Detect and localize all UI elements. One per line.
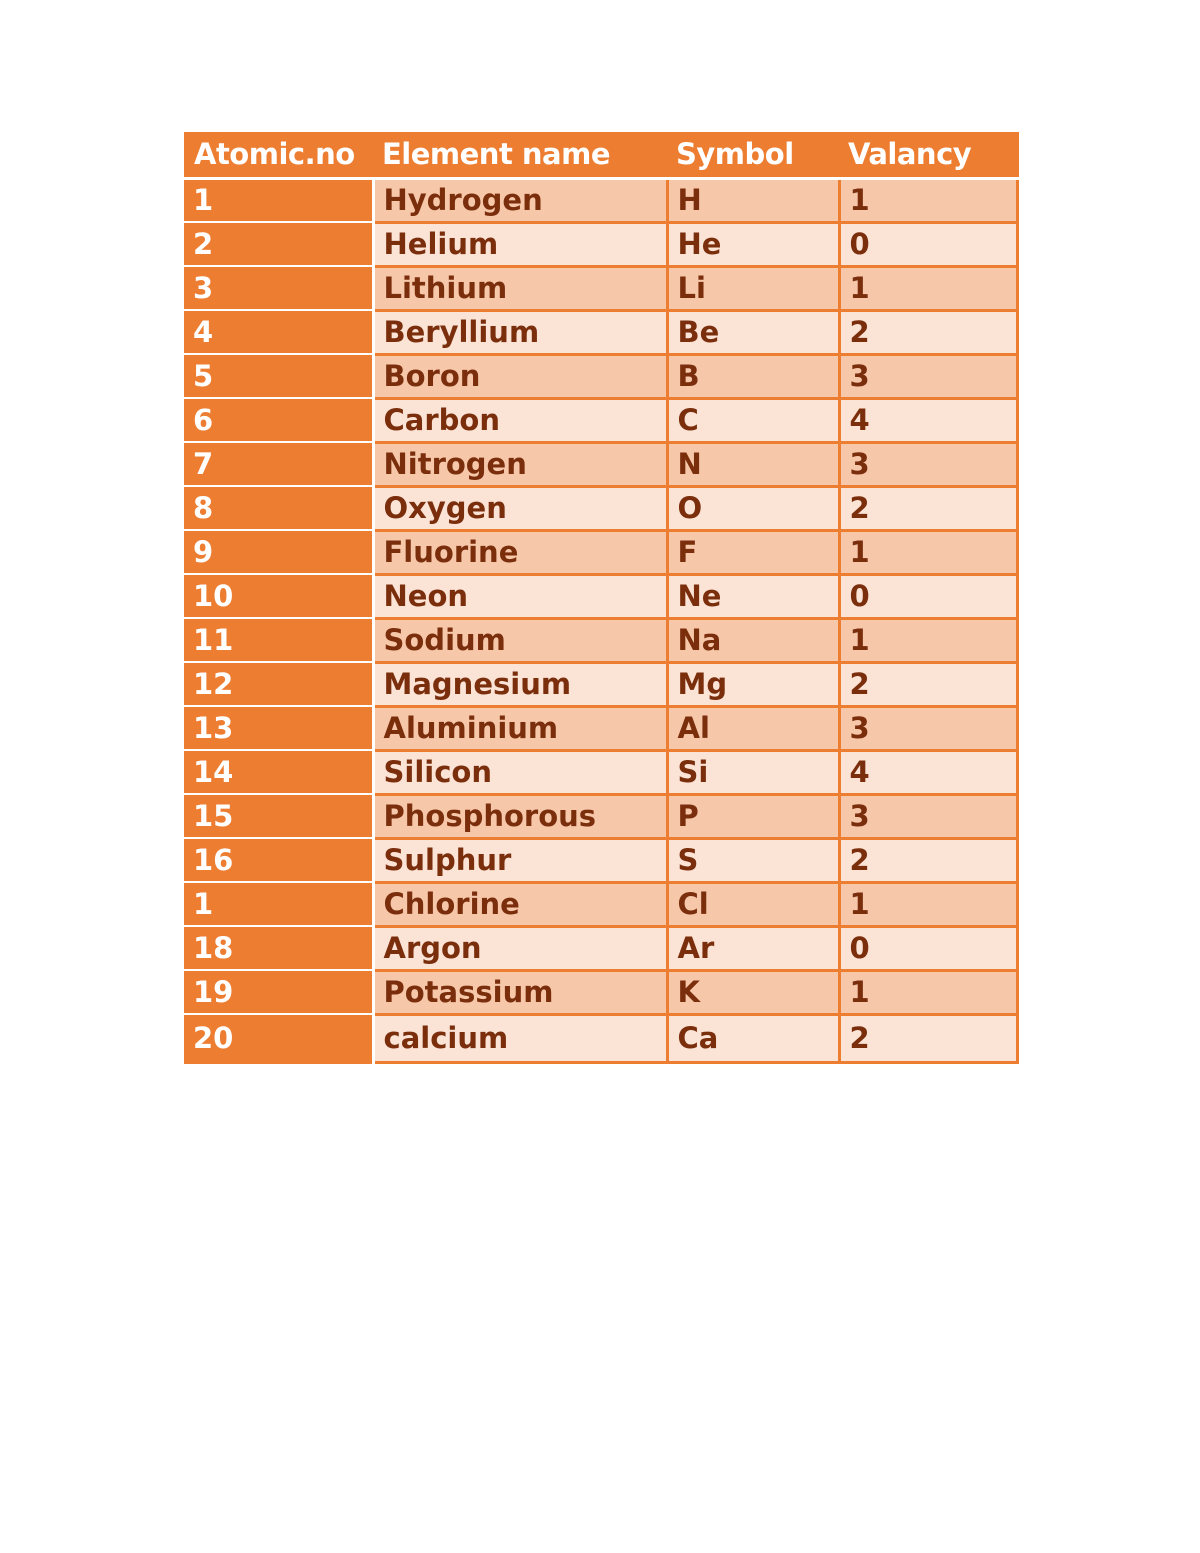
valancy-cell: 3 [839, 354, 1017, 398]
atomic-no-cell: 19 [184, 970, 373, 1014]
table-row [184, 574, 1017, 618]
table-row [184, 794, 1017, 838]
table-row [184, 442, 1017, 486]
table-row [184, 354, 1017, 398]
table-row [184, 882, 1017, 926]
symbol-cell: O [667, 486, 839, 530]
symbol-cell: Ar [667, 926, 839, 970]
header-symbol: Symbol [667, 132, 839, 178]
atomic-no-cell: 6 [184, 398, 373, 442]
atomic-no-cell: 20 [184, 1014, 373, 1062]
valancy-cell: 0 [839, 222, 1017, 266]
valancy-cell: 1 [839, 178, 1017, 222]
atomic-no-cell: 11 [184, 618, 373, 662]
symbol-cell: K [667, 970, 839, 1014]
table-row [184, 1014, 1017, 1062]
symbol-cell: N [667, 442, 839, 486]
atomic-no-cell: 15 [184, 794, 373, 838]
element-name-cell: Nitrogen [373, 442, 667, 486]
valancy-cell: 2 [839, 838, 1017, 882]
element-name-cell: Hydrogen [373, 178, 667, 222]
symbol-cell: F [667, 530, 839, 574]
table-row [184, 486, 1017, 530]
table-body [184, 178, 1017, 1062]
element-name-cell: Magnesium [373, 662, 667, 706]
atomic-no-cell: 10 [184, 574, 373, 618]
element-name-cell: Beryllium [373, 310, 667, 354]
valancy-cell: 2 [839, 1014, 1017, 1062]
valancy-cell: 1 [839, 882, 1017, 926]
table-row [184, 662, 1017, 706]
symbol-cell: Ne [667, 574, 839, 618]
element-name-cell: Boron [373, 354, 667, 398]
valancy-cell: 2 [839, 486, 1017, 530]
element-name-cell: Aluminium [373, 706, 667, 750]
element-name-cell: calcium [373, 1014, 667, 1062]
symbol-cell: B [667, 354, 839, 398]
valancy-cell: 1 [839, 970, 1017, 1014]
table-row [184, 970, 1017, 1014]
atomic-no-cell: 12 [184, 662, 373, 706]
element-name-cell: Neon [373, 574, 667, 618]
atomic-no-cell: 1 [184, 882, 373, 926]
table-row [184, 222, 1017, 266]
valancy-cell: 3 [839, 442, 1017, 486]
element-name-cell: Fluorine [373, 530, 667, 574]
valancy-cell: 4 [839, 750, 1017, 794]
symbol-cell: H [667, 178, 839, 222]
element-name-cell: Silicon [373, 750, 667, 794]
element-name-cell: Phosphorous [373, 794, 667, 838]
table-row [184, 398, 1017, 442]
symbol-cell: Ca [667, 1014, 839, 1062]
symbol-cell: He [667, 222, 839, 266]
table-row [184, 178, 1017, 222]
valancy-cell: 1 [839, 618, 1017, 662]
table-row [184, 530, 1017, 574]
table-row [184, 266, 1017, 310]
valancy-cell: 4 [839, 398, 1017, 442]
valancy-cell: 2 [839, 310, 1017, 354]
valancy-cell: 3 [839, 706, 1017, 750]
atomic-no-cell: 16 [184, 838, 373, 882]
element-name-cell: Sodium [373, 618, 667, 662]
atomic-no-cell: 1 [184, 178, 373, 222]
symbol-cell: S [667, 838, 839, 882]
valancy-cell: 1 [839, 530, 1017, 574]
element-name-cell: Carbon [373, 398, 667, 442]
valancy-cell: 0 [839, 926, 1017, 970]
valancy-cell: 3 [839, 794, 1017, 838]
symbol-cell: Mg [667, 662, 839, 706]
symbol-cell: C [667, 398, 839, 442]
table-header [184, 132, 1017, 178]
atomic-no-cell: 9 [184, 530, 373, 574]
element-name-cell: Chlorine [373, 882, 667, 926]
valancy-cell: 1 [839, 266, 1017, 310]
atomic-no-cell: 7 [184, 442, 373, 486]
symbol-cell: P [667, 794, 839, 838]
element-name-cell: Argon [373, 926, 667, 970]
atomic-no-cell: 3 [184, 266, 373, 310]
element-name-cell: Lithium [373, 266, 667, 310]
atomic-no-cell: 13 [184, 706, 373, 750]
element-table [184, 132, 1019, 1064]
element-name-cell: Oxygen [373, 486, 667, 530]
table-row [184, 750, 1017, 794]
symbol-cell: Na [667, 618, 839, 662]
header-row [184, 132, 1017, 178]
header-element-name: Element name [373, 132, 667, 178]
table-row [184, 310, 1017, 354]
symbol-cell: Cl [667, 882, 839, 926]
atomic-no-cell: 18 [184, 926, 373, 970]
atomic-no-cell: 14 [184, 750, 373, 794]
symbol-cell: Li [667, 266, 839, 310]
element-name-cell: Sulphur [373, 838, 667, 882]
table-row [184, 618, 1017, 662]
atomic-no-cell: 4 [184, 310, 373, 354]
symbol-cell: Al [667, 706, 839, 750]
table-row [184, 926, 1017, 970]
header-valancy: Valancy [839, 132, 1017, 178]
table-row [184, 706, 1017, 750]
symbol-cell: Si [667, 750, 839, 794]
atomic-no-cell: 8 [184, 486, 373, 530]
symbol-cell: Be [667, 310, 839, 354]
header-atomic-no: Atomic.no [184, 132, 373, 178]
element-name-cell: Helium [373, 222, 667, 266]
valancy-cell: 0 [839, 574, 1017, 618]
atomic-no-cell: 5 [184, 354, 373, 398]
valancy-cell: 2 [839, 662, 1017, 706]
element-name-cell: Potassium [373, 970, 667, 1014]
table-row [184, 838, 1017, 882]
atomic-no-cell: 2 [184, 222, 373, 266]
